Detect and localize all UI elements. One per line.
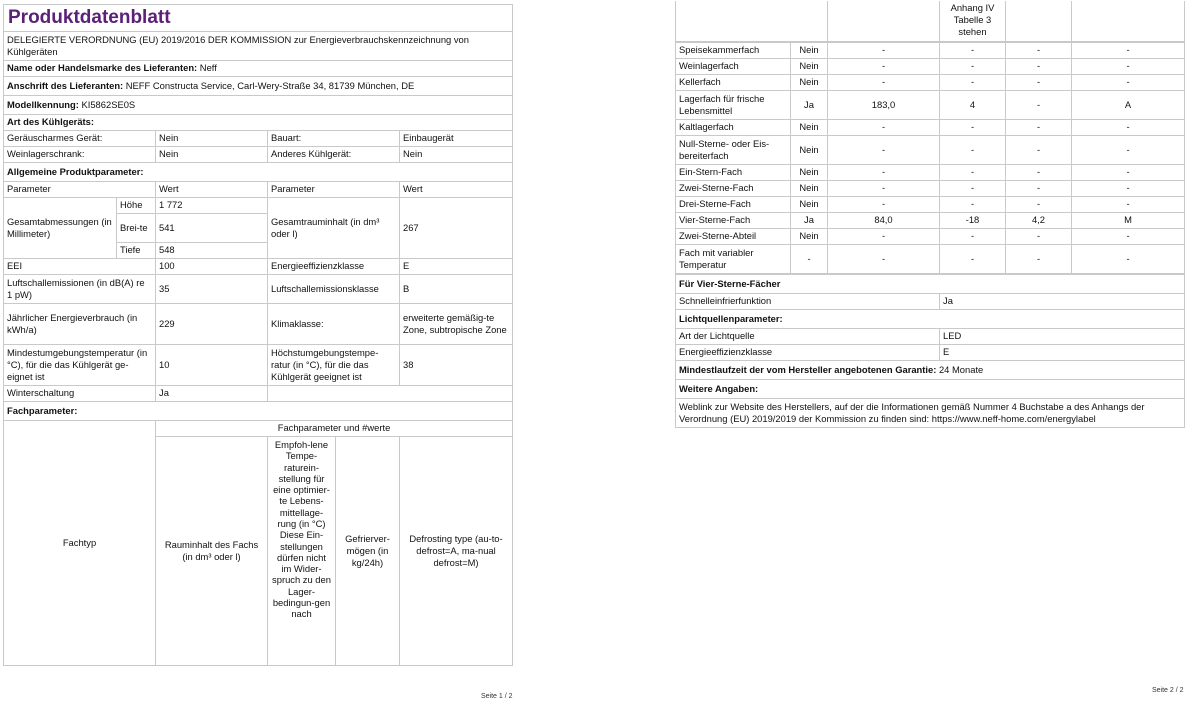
width-value: 541: [156, 214, 268, 243]
min-temp-label: Mindestumgebungstemperatur (in °C), für die das Kühlgerät ge-eignet ist: [4, 345, 156, 386]
annual-energy-label: Jährlicher Energieverbrauch (in kWh/a): [4, 304, 156, 345]
param-header-1: Parameter: [4, 182, 156, 198]
compartment-temp: -: [940, 120, 1006, 136]
compartment-freeze-capacity: -: [1006, 197, 1072, 213]
compartment-name: Zwei-Sterne-Abteil: [676, 229, 791, 245]
compartment-defrost: A: [1072, 91, 1185, 120]
model-value: KI5862SE0S: [81, 98, 136, 110]
depth-value: 548: [156, 243, 268, 259]
compartment-defrost: M: [1072, 213, 1185, 229]
compartment-name: Drei-Sterne-Fach: [676, 197, 791, 213]
rauminhalt-header: Rauminhalt des Fachs (in dm³ oder l): [156, 437, 268, 666]
compartment-row: [676, 91, 1185, 120]
depth-label: Tiefe: [117, 243, 156, 259]
temp-header: Empfoh-lene Tempe-raturein-stellung für eine optimier-te Lebens-mittellage-rung (in °C) Diese Ein-stellungen dürfen nicht im Wider-spruch zu den Lager-bedingun-gen nach: [268, 437, 336, 666]
compartment-temp: 4: [940, 91, 1006, 120]
compartment-row: [676, 181, 1185, 197]
compartment-present: Ja: [791, 213, 828, 229]
compartment-volume: -: [828, 197, 940, 213]
compartment-temp: -: [940, 59, 1006, 75]
compartment-defrost: -: [1072, 245, 1185, 274]
max-temp-label: Höchstumgebungstempe-ratur (in °C), für die das Kühlgerät geeignet ist: [268, 345, 400, 386]
compartment-defrost: -: [1072, 43, 1185, 59]
regulation-text: DELEGIERTE VERORDNUNG (EU) 2019/2016 DER KOMMISSION zur Energieverbrauchskennzeichnung von Kühlgeräten: [4, 32, 513, 61]
compartment-temp: -18: [940, 213, 1006, 229]
address-label: Anschrift des Lieferanten:: [7, 79, 124, 91]
further-heading: Weitere Angaben:: [676, 380, 1185, 399]
fachtyp-header: Fachtyp: [4, 421, 156, 666]
compartment-present: -: [791, 245, 828, 274]
compartment-defrost: -: [1072, 120, 1185, 136]
type-label-2: Bauart:: [268, 131, 400, 147]
light-class-label: Energieeffizienzklasse: [676, 345, 940, 361]
compartment-volume: -: [828, 75, 940, 91]
four-star-heading: Für Vier-Sterne-Fächer: [676, 275, 1185, 294]
page-1: [3, 4, 512, 666]
value-header-2: Wert: [400, 182, 513, 198]
value-header-1: Wert: [156, 182, 268, 198]
compartment-defrost: -: [1072, 59, 1185, 75]
compartment-present: Nein: [791, 75, 828, 91]
compartment-name: Speisekammerfach: [676, 43, 791, 59]
page-title-cell: [4, 5, 513, 32]
page-number-2: Seite 2 / 2: [1152, 687, 1184, 694]
address-value: NEFF Constructa Service, Carl-Wery-Straße 34, 81739 München, DE: [125, 79, 415, 91]
compartment-defrost: -: [1072, 181, 1185, 197]
compartment-defrost: -: [1072, 165, 1185, 181]
energy-class-value: E: [400, 259, 513, 275]
noise-value: 35: [156, 275, 268, 304]
compartment-volume: 84,0: [828, 213, 940, 229]
empty-cell: [828, 1, 940, 42]
volume-label: Gesamtrauminhalt (in dm³ oder l): [268, 198, 400, 259]
light-type-label: Art der Lichtquelle: [676, 329, 940, 345]
compartment-volume: -: [828, 229, 940, 245]
compartment-row: [676, 43, 1185, 59]
empty-cell: [268, 386, 513, 402]
compartment-temp: -: [940, 229, 1006, 245]
warranty-label: Mindestlaufzeit der vom Hersteller angebotenen Garantie:: [679, 363, 937, 375]
height-value: 1 772: [156, 198, 268, 214]
compartment-name: Ein-Stern-Fach: [676, 165, 791, 181]
type-label-1: Geräuscharmes Gerät:: [4, 131, 156, 147]
light-class-value: E: [940, 345, 1185, 361]
type-value-4: Nein: [400, 147, 513, 163]
compartment-freeze-capacity: -: [1006, 181, 1072, 197]
min-temp-value: 10: [156, 345, 268, 386]
quick-freeze-label: Schnelleinfrierfunktion: [676, 294, 940, 310]
compartment-freeze-capacity: -: [1006, 43, 1072, 59]
supplier-value: Neff: [199, 62, 217, 74]
type-value-1: Nein: [156, 131, 268, 147]
compartment-present: Nein: [791, 229, 828, 245]
annex-header: Anhang IV Tabelle 3 stehen: [940, 1, 1006, 42]
compartment-name: Fach mit variabler Temperatur: [676, 245, 791, 274]
compartment-name: Kaltlagerfach: [676, 120, 791, 136]
fach-heading: Fachparameter:: [4, 402, 513, 421]
compartment-freeze-capacity: -: [1006, 59, 1072, 75]
compartment-freeze-capacity: -: [1006, 75, 1072, 91]
compartment-row: [676, 59, 1185, 75]
compartment-present: Nein: [791, 120, 828, 136]
winter-label: Winterschaltung: [4, 386, 156, 402]
compartment-row: [676, 165, 1185, 181]
compartment-volume: 183,0: [828, 91, 940, 120]
page-number-1: Seite 1 / 2: [481, 693, 513, 700]
compartment-name: Zwei-Sterne-Fach: [676, 181, 791, 197]
address-row: [4, 77, 513, 96]
gefrier-header: Gefrierver-mögen (in kg/24h): [336, 437, 400, 666]
weblink-row: [676, 399, 1185, 428]
height-label: Höhe: [117, 198, 156, 214]
fach-group-header: Fachparameter und #werte: [156, 421, 513, 437]
compartment-freeze-capacity: 4,2: [1006, 213, 1072, 229]
compartment-name: Kellerfach: [676, 75, 791, 91]
compartment-row: [676, 213, 1185, 229]
compartment-present: Nein: [791, 165, 828, 181]
compartment-freeze-capacity: -: [1006, 136, 1072, 165]
compartment-defrost: -: [1072, 75, 1185, 91]
compartment-present: Ja: [791, 91, 828, 120]
compartment-freeze-capacity: -: [1006, 91, 1072, 120]
warranty-value: 24 Monate: [938, 363, 984, 375]
compartment-row: [676, 197, 1185, 213]
type-value-2: Einbaugerät: [400, 131, 513, 147]
compartment-freeze-capacity: -: [1006, 245, 1072, 274]
compartment-row: [676, 229, 1185, 245]
compartment-present: Nein: [791, 197, 828, 213]
defrost-header: Defrosting type (au-to-defrost=A, ma-nual defrost=M): [400, 437, 513, 666]
dimensions-label: Gesamtabmessungen (in Millimeter): [4, 198, 117, 259]
compartment-name: Weinlagerfach: [676, 59, 791, 75]
empty-cell: [676, 1, 828, 42]
type-heading: Art des Kühlgeräts:: [4, 115, 513, 131]
climate-class-label: Klimaklasse:: [268, 304, 400, 345]
light-type-value: LED: [940, 329, 1185, 345]
compartment-row: [676, 245, 1185, 274]
compartment-volume: -: [828, 43, 940, 59]
compartment-volume: -: [828, 59, 940, 75]
noise-class-label: Luftschallemissionsklasse: [268, 275, 400, 304]
supplier-label: Name oder Handelsmarke des Lieferanten:: [7, 62, 198, 74]
energy-class-label: Energieeffizienzklasse: [268, 259, 400, 275]
supplier-row: [4, 61, 513, 77]
compartment-defrost: -: [1072, 136, 1185, 165]
compartment-freeze-capacity: -: [1006, 120, 1072, 136]
climate-class-value: erweiterte gemäßig-te Zone, subtropische Zone: [400, 304, 513, 345]
compartment-volume: -: [828, 245, 940, 274]
compartment-name: Vier-Sterne-Fach: [676, 213, 791, 229]
compartment-temp: -: [940, 43, 1006, 59]
type-label-3: Weinlagerschrank:: [4, 147, 156, 163]
compartment-present: Nein: [791, 136, 828, 165]
datasheet-table-page-1: [3, 4, 513, 666]
compartment-volume: -: [828, 120, 940, 136]
winter-value: Ja: [156, 386, 268, 402]
volume-value: 267: [400, 198, 513, 259]
compartment-row: [676, 75, 1185, 91]
eei-label: EEI: [4, 259, 156, 275]
model-row: [4, 96, 513, 115]
compartment-volume: -: [828, 165, 940, 181]
additional-table: [675, 274, 1185, 428]
compartment-defrost: -: [1072, 229, 1185, 245]
empty-cell: [1072, 1, 1185, 42]
empty-cell: [1006, 1, 1072, 42]
compartment-defrost: -: [1072, 197, 1185, 213]
type-label-4: Anderes Kühlgerät:: [268, 147, 400, 163]
compartment-name: Lagerfach für frische Lebensmittel: [676, 91, 791, 120]
light-heading: Lichtquellenparameter:: [676, 310, 1185, 329]
compartment-volume: -: [828, 136, 940, 165]
page-2: [675, 1, 1184, 428]
compartment-temp: -: [940, 197, 1006, 213]
compartment-temp: -: [940, 181, 1006, 197]
compartment-temp: -: [940, 75, 1006, 91]
compartment-freeze-capacity: -: [1006, 229, 1072, 245]
compartment-present: Nein: [791, 181, 828, 197]
noise-label: Luftschallemissionen (in dB(A) re 1 pW): [4, 275, 156, 304]
compartment-row: [676, 136, 1185, 165]
weblink-text: Weblink zur Website des Herstellers, auf der die Informationen gemäß Nummer 4 Buchstabe a des Anhangs der Verordnung (EU) 2019/2019 der Kommission zu finden sind:: [679, 400, 1145, 424]
eei-value: 100: [156, 259, 268, 275]
datasheet-table-page-2: [675, 1, 1185, 42]
param-header-2: Parameter: [268, 182, 400, 198]
annual-energy-value: 229: [156, 304, 268, 345]
type-value-3: Nein: [156, 147, 268, 163]
compartment-temp: -: [940, 136, 1006, 165]
compartment-present: Nein: [791, 43, 828, 59]
compartment-volume: -: [828, 181, 940, 197]
compartment-temp: -: [940, 165, 1006, 181]
page-title: Produktdatenblatt: [8, 6, 171, 28]
weblink-url[interactable]: https://www.neff-home.com/energylabel: [931, 413, 1096, 424]
compartment-row: [676, 120, 1185, 136]
compartment-name: Null-Sterne- oder Eis-bereiterfach: [676, 136, 791, 165]
noise-class-value: B: [400, 275, 513, 304]
max-temp-value: 38: [400, 345, 513, 386]
compartment-temp: -: [940, 245, 1006, 274]
general-heading: Allgemeine Produktparameter:: [4, 163, 513, 182]
width-label: Brei-te: [117, 214, 156, 243]
model-label: Modellkennung:: [7, 98, 79, 110]
compartment-present: Nein: [791, 59, 828, 75]
quick-freeze-value: Ja: [940, 294, 1185, 310]
compartment-freeze-capacity: -: [1006, 165, 1072, 181]
compartment-table: [675, 42, 1185, 274]
warranty-row: [676, 361, 1185, 380]
